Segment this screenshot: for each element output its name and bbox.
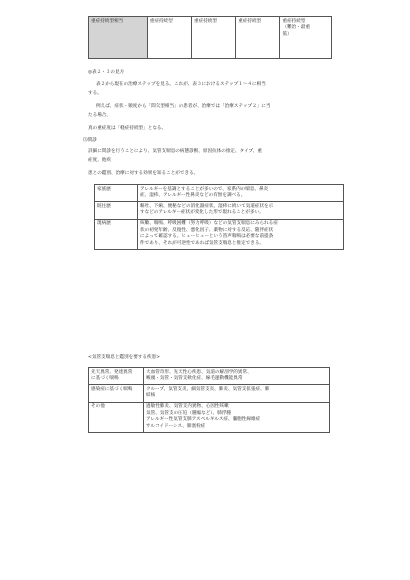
severity-table <box>88 16 332 59</box>
cell-line: 過敏性肺炎、気管支内異物、心因性咳嗽 <box>146 404 229 410</box>
section-heading: ◎表２・３の見方 <box>88 70 125 75</box>
table-cell: 重症持続型 <box>147 17 191 59</box>
table-row <box>89 402 330 433</box>
cell-line: 咳嗽、喘鳴、呼吸困難（努力呼吸）などの気管支喘息にみられる症 <box>140 221 278 227</box>
row-label <box>89 402 144 433</box>
sub-heading: ⑶問診 <box>83 138 97 143</box>
cell-line: 気管、気管支の圧迫（腫瘍など）、肺浮腫 <box>146 410 231 416</box>
cell-line: 先天異常、発達異常 <box>91 369 133 375</box>
paragraph-line: たる場合、 <box>88 113 111 118</box>
row-label: 家族歴 <box>95 185 138 202</box>
differential-table <box>88 367 330 433</box>
table-cell: 重症持続型相当 <box>89 17 148 59</box>
paragraph-line: 詳細に問診を行うことにより、気管支喘息の病態診断、原因抗体の推定、タイプ、重 <box>88 149 262 154</box>
row-content <box>144 368 330 385</box>
table-cell: 重症持続型 <box>236 17 280 59</box>
table-caption: <気管支喘息と鑑別を要する疾患> <box>88 355 161 360</box>
cell-line: 喉頭・気管・気管支軟化症、線毛運動機能異常 <box>146 376 243 382</box>
table-row <box>95 202 344 219</box>
cell-line: サルコイドーシス、肺塞栓症 <box>146 424 206 430</box>
row-label <box>89 385 144 402</box>
table-row <box>89 17 332 59</box>
table-cell: 重症持続型 <box>192 17 236 59</box>
table-row <box>89 385 330 402</box>
cell-line: アレルギー性気管支肺アスペルギルス症、嚢胞性線維症 <box>146 417 261 423</box>
paragraph-line: 患との鑑別、治療に対する効果を知ることができる。 <box>88 171 199 176</box>
table-row <box>89 368 330 385</box>
paragraph-line: 症度、他疾 <box>88 158 111 163</box>
row-content <box>144 385 330 402</box>
cell-line: その他 <box>91 404 105 410</box>
paragraph-line: する。 <box>88 91 102 96</box>
cell-line: 件であり、それが可逆性であれば気管支喘息と推定できる。 <box>140 241 265 247</box>
row-content <box>138 202 344 219</box>
cell-line: すなどのアレルギー症状が変化した形で現れることが多い。 <box>140 210 264 216</box>
history-table <box>94 184 344 250</box>
row-label: 既往歴 <box>95 202 138 219</box>
cell-line: （難治・最重 <box>282 25 311 31</box>
cell-line: 症、湿疹、アレルギー性鼻炎などの有無を調べる。 <box>140 193 246 199</box>
row-content <box>144 402 330 433</box>
cell-line: に基づく喘鳴 <box>91 376 119 382</box>
table-row <box>95 219 344 250</box>
row-label <box>89 368 144 385</box>
row-content <box>138 185 344 202</box>
cell-line: 嘔吐、下痢、便秘などの消化器症状、湿疹に続いて気道症状を示 <box>140 203 274 209</box>
row-label: 現病歴 <box>95 219 138 250</box>
cell-line: 結核 <box>146 393 156 399</box>
cell-line: アレルギーを基調とすることが多いので、家系内の喘息、鼻炎 <box>140 186 269 192</box>
table-row <box>95 185 344 202</box>
paragraph-line: 真の重症度は「軽症持続型」となる。 <box>88 126 167 131</box>
cell-line: 状の初発年齢、反復性、悪化因子、薬物に対する反応、随伴症状 <box>140 227 274 233</box>
cell-line: 篤） <box>282 31 292 37</box>
paragraph-line: 例えば、症状・頻度から「間欠型相当」の患者が、治療では「治療ステップ２」に当 <box>96 104 271 109</box>
paragraph-line: 表２から現在の治療ステップを見る。これが、表３におけるステップ１～４に相当 <box>96 82 266 87</box>
cell-line: 重症持続型 <box>282 18 306 24</box>
cell-line: 感染症に基づく喘鳴 <box>91 386 133 392</box>
row-content <box>138 219 344 250</box>
cell-line: クループ、気管支炎、細気管支炎、肺炎、気管支拡張症、肺 <box>146 386 270 392</box>
cell-line: によって確認する。ヒューヒューという笛声喘鳴は必要な前提条 <box>140 234 274 240</box>
table-cell <box>280 17 332 59</box>
cell-line: 大血管奇形、先天性心疾患、気道の解剖学的異常、 <box>146 369 252 375</box>
